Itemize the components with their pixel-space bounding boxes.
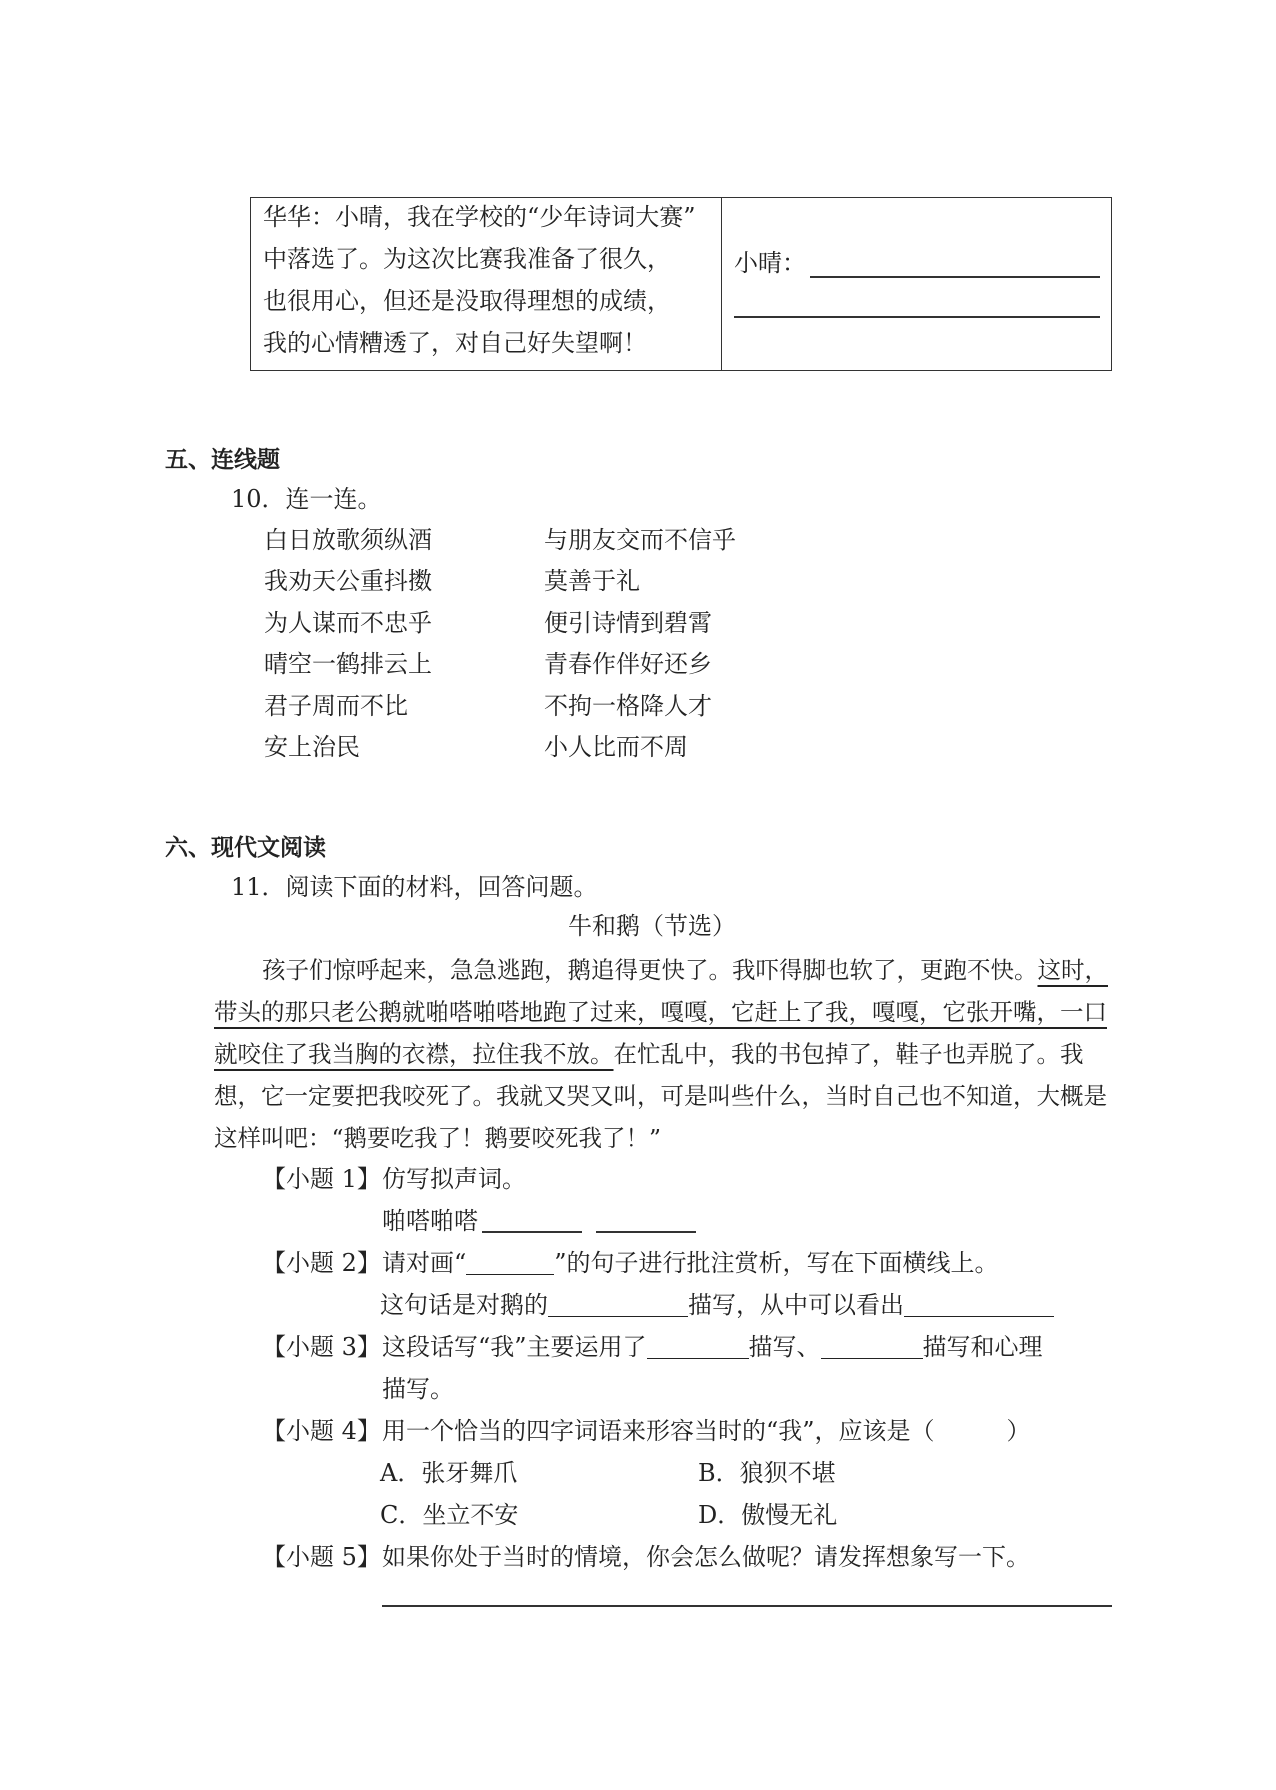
match-right-3[interactable]: 便引诗情到碧霄	[544, 609, 712, 637]
option-d[interactable]: D．傲慢无礼	[698, 1501, 838, 1529]
section6-heading: 六、现代文阅读	[165, 835, 326, 861]
section5-heading: 五、连线题	[165, 447, 280, 473]
sub3-text-b: 描写、	[748, 1333, 821, 1361]
sub3-text-d: 描写。	[382, 1375, 454, 1403]
match-right-2[interactable]: 莫善于礼	[544, 567, 640, 595]
option-a[interactable]: A．张牙舞爪	[380, 1459, 518, 1487]
sub2-line-b: 描写，从中可以看出	[688, 1291, 904, 1319]
sub1-label: 【小题 1】	[262, 1165, 381, 1193]
sub2-underline-marker	[466, 1252, 554, 1275]
sub5-answer-line[interactable]	[382, 1605, 1112, 1607]
sub2-line-a: 这句话是对鹅的	[380, 1291, 548, 1319]
match-right-1[interactable]: 与朋友交而不信乎	[544, 526, 736, 554]
match-right-5[interactable]: 不拘一格降人才	[544, 692, 712, 720]
dialog-right-cell	[722, 198, 1112, 371]
dialog-left-cell	[251, 198, 722, 371]
passage-part-2: 在忙乱中，我的书包掉了，鞋子也弄脱了。我想，它一定要把我咬死了。我就又哭又叫，可是叫些什么，当时自己也不知道，大概是这样叫吧：“鹅要吃我了！鹅要咬死我了！”	[214, 1040, 1107, 1152]
sub1-blank-1[interactable]	[482, 1231, 582, 1233]
passage-text	[214, 949, 1114, 1159]
match-left-4[interactable]: 晴空一鹤排云上	[264, 650, 432, 678]
option-b[interactable]: B．狼狈不堪	[698, 1459, 836, 1487]
sub3-blank-2[interactable]	[821, 1336, 923, 1359]
sub2-answer	[380, 1290, 1054, 1320]
sub4-text: 用一个恰当的四字词语来形容当时的“我”，应该是（ ）	[382, 1417, 1031, 1445]
passage-part-1: 孩子们惊呼起来，急急逃跑，鹅追得更快了。我吓得脚也软了，更跑不快。	[262, 956, 1038, 984]
reply-label: 小晴：	[734, 249, 806, 277]
dialog-line-1: 华华：小晴，我在学校的“少年诗词大赛”	[263, 203, 696, 231]
passage-underlined: 这时，带头的那只老公鹅就啪嗒啪嗒地跑了过来，嘎嘎，它赶上了我，嘎嘎，它张开嘴，一口就咬住了我当胸的衣襟，拉住我不放。	[214, 956, 1108, 1068]
sub4-label: 【小题 4】	[262, 1417, 381, 1445]
dialog-line-3: 也很用心，但还是没取得理想的成绩，	[263, 287, 671, 315]
sub1-text: 仿写拟声词。	[382, 1165, 526, 1193]
reply-line-1[interactable]	[810, 276, 1100, 278]
sub5-label: 【小题 5】	[262, 1543, 381, 1571]
q10-prompt: 10．连一连。	[231, 485, 382, 513]
match-left-5[interactable]: 君子周而不比	[264, 692, 408, 720]
sub2-text-b: ”的句子进行批注赏析，写在下面横线上。	[554, 1249, 999, 1277]
q11-prompt: 11．阅读下面的材料，回答问题。	[231, 873, 598, 901]
match-left-6[interactable]: 安上治民	[264, 733, 360, 761]
sub2-text	[382, 1248, 999, 1278]
sub2-blank-1[interactable]	[548, 1294, 688, 1317]
sub3-text	[382, 1332, 1043, 1362]
dialog-table	[250, 197, 1112, 371]
sub3-blank-1[interactable]	[647, 1336, 749, 1359]
sub3-label: 【小题 3】	[262, 1333, 381, 1361]
sub1-example: 啪嗒啪嗒	[382, 1207, 478, 1235]
sub3-text-a: 这段话写“我”主要运用了	[382, 1333, 647, 1361]
dialog-line-4: 我的心情糟透了，对自己好失望啊！	[263, 329, 647, 357]
sub2-label: 【小题 2】	[262, 1249, 381, 1277]
match-left-3[interactable]: 为人谋而不忠乎	[264, 609, 432, 637]
match-right-4[interactable]: 青春作伴好还乡	[544, 650, 712, 678]
sub2-text-a: 请对画“	[382, 1249, 467, 1277]
match-right-6[interactable]: 小人比而不周	[544, 733, 688, 761]
match-left-2[interactable]: 我劝天公重抖擞	[264, 567, 432, 595]
match-left-1[interactable]: 白日放歌须纵酒	[264, 526, 432, 554]
passage-title: 牛和鹅（节选）	[568, 912, 736, 940]
sub1-blank-2[interactable]	[596, 1231, 696, 1233]
sub3-text-c: 描写和心理	[922, 1333, 1043, 1361]
sub5-text: 如果你处于当时的情境，你会怎么做呢？请发挥想象写一下。	[382, 1543, 1030, 1571]
sub2-blank-2[interactable]	[904, 1294, 1054, 1317]
reply-line-2[interactable]	[734, 316, 1100, 318]
option-c[interactable]: C．坐立不安	[380, 1501, 519, 1529]
dialog-line-2: 中落选了。为这次比赛我准备了很久，	[263, 245, 671, 273]
